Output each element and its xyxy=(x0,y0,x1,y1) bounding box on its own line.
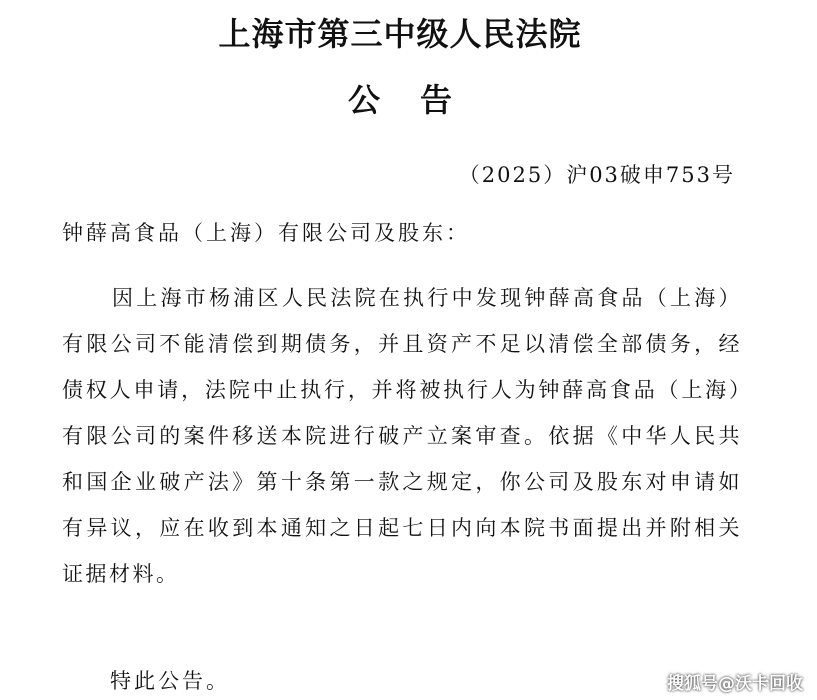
addressee-line: 钟薛高食品（上海）有限公司及股东： xyxy=(62,221,470,245)
notice-title: 公告 xyxy=(347,81,492,119)
watermark-text: 搜狐号@沃卡回收 xyxy=(667,674,803,694)
notice-body-paragraph: 因上海市杨浦区人民法院在执行中发现钟薛高食品（上海）有限公司不能清偿到期债务，并且资产不足以清偿全部债务，经债权人申请，法院中止执行，并将被执行人为钟薛高食品（上海）有限公司的案件移送本院进行破产立案审查。依据《中华人民共和国企业破产法》第十条第一款之规定，你公司及股东对申请如有异议，应在收到本通知之日起七日内向本院书面提出并附相关证据材料。 xyxy=(62,286,742,586)
source-watermark xyxy=(667,669,803,694)
court-name-heading: 上海市第三中级人民法院 xyxy=(218,15,582,53)
closing-line: 特此公告。 xyxy=(110,669,230,693)
case-number: （2025）沪03破申753号 xyxy=(458,163,735,187)
